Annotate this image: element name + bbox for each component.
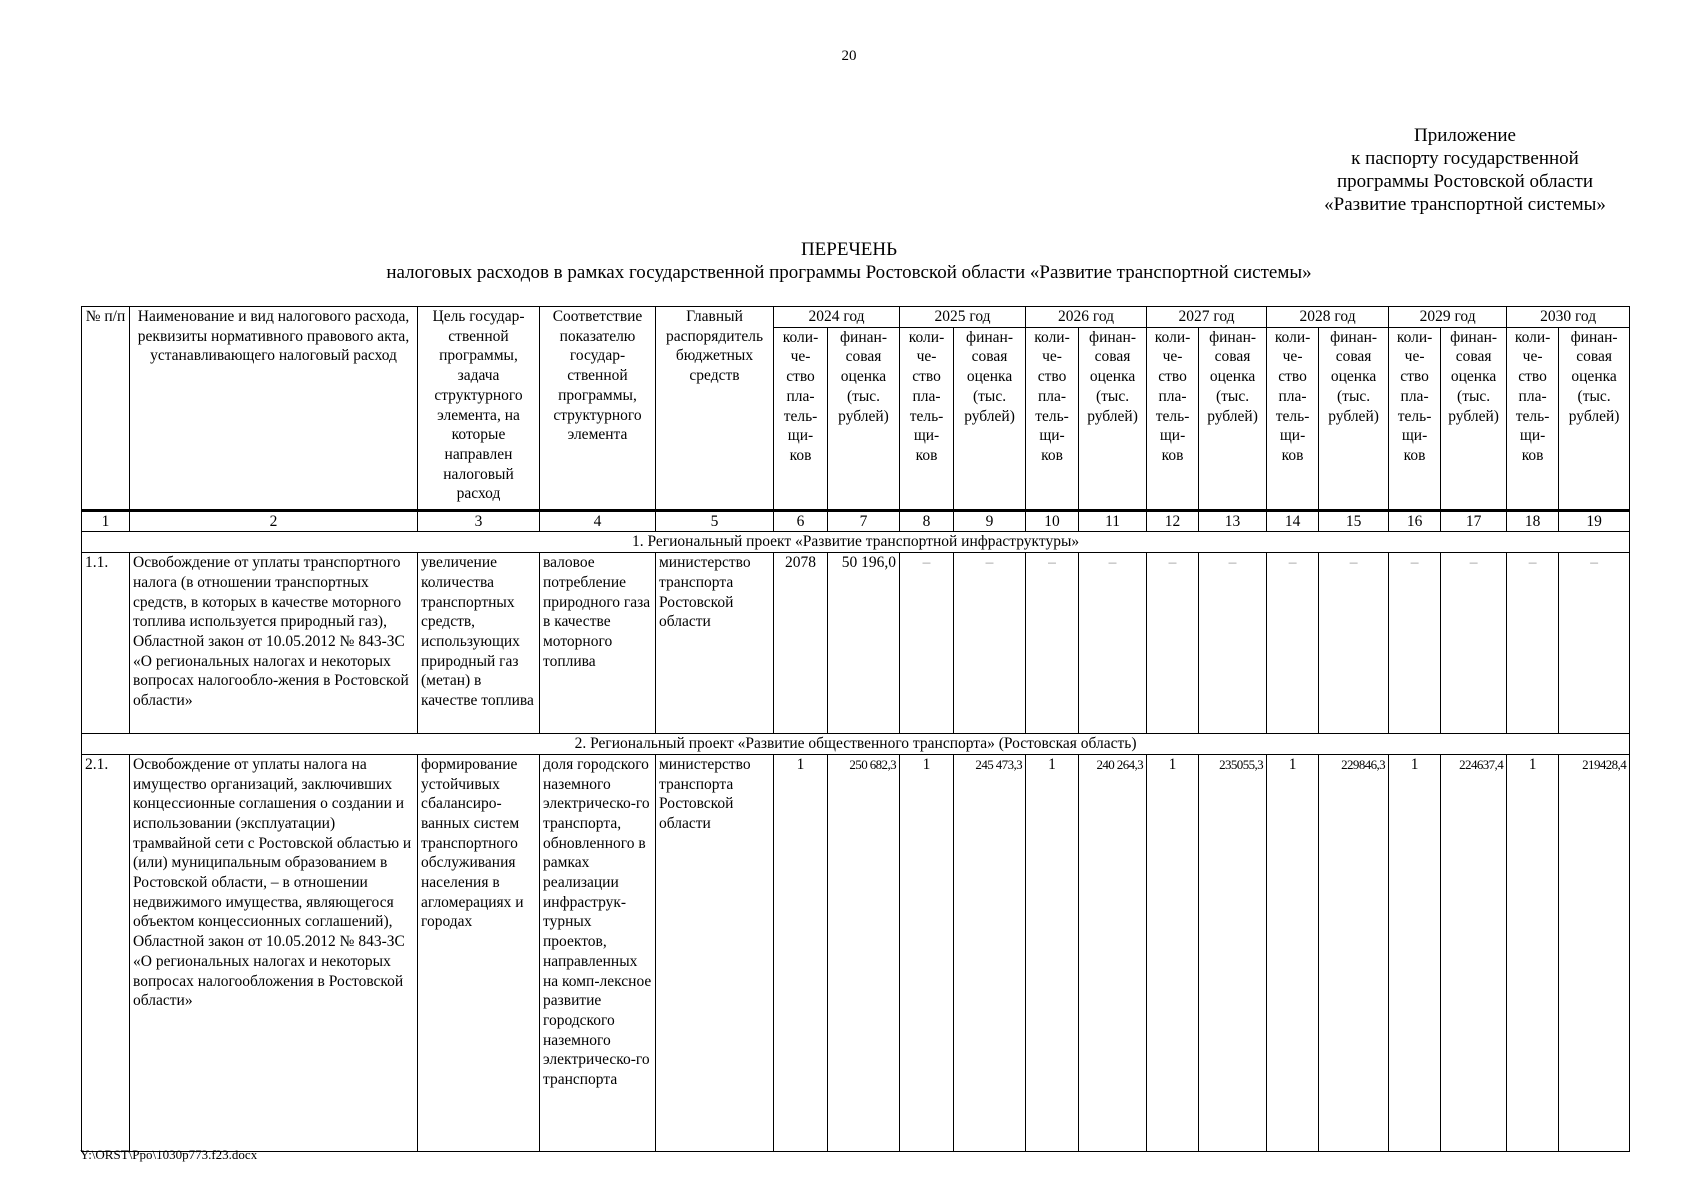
column-number: 13: [1199, 510, 1267, 532]
row-manager: министерство транспорта Ростовской области: [656, 553, 774, 734]
header-count: коли-че-ство пла-тель-щи-ков: [774, 327, 828, 510]
column-number: 4: [540, 510, 656, 532]
column-number: 17: [1441, 510, 1507, 532]
section-row: [82, 734, 1630, 755]
appendix-line: программы Ростовской области: [1337, 171, 1593, 192]
column-number: 14: [1267, 510, 1319, 532]
header-year: 2030 год: [1507, 307, 1630, 328]
column-number: 2: [130, 510, 418, 532]
row-name: Освобождение от уплаты транспортного налога (в отношении транспортных средств, в которых в качестве моторного топлива используется природный газ), Областной закон от 10.05.2012 № 843-ЗС «О региональных налогах и некоторых вопросах налогообло-жения в Ростовской области»: [130, 553, 418, 734]
row-name: Освобождение от уплаты налога на имущество организаций, заключивших концессионные соглашения о создании и использовании (эксплуатации) трамвайной сети с Ростовской областью и (или) муниципальным образованием в Ростовской области, – в отношении недвижимого имущества, являющегося объектом концессионных соглашений), Областной закон от 10.05.2012 № 843-ЗС «О региональных налогах и некоторых вопросах налогообложения в Ростовской области»: [130, 754, 418, 1151]
appendix-line: Приложение: [1414, 125, 1516, 146]
page-number: 20: [841, 48, 857, 64]
header-goal: Цель государ-ственной программы, задача структурного элемента, на которые направлен налоговый расход: [418, 307, 540, 511]
header-year: 2027 год: [1147, 307, 1267, 328]
row-manager: министерство транспорта Ростовской области: [656, 754, 774, 1151]
column-number: 10: [1026, 510, 1079, 532]
header-name: Наименование и вид налогового расхода, реквизиты нормативного правового акта, устанавливающего налоговый расход: [130, 307, 418, 511]
header-row-years: [82, 307, 1630, 328]
cell-finance: –: [1559, 553, 1630, 734]
header-finance: финан-совая оценка (тыс. рублей): [1441, 327, 1507, 510]
cell-count: –: [1147, 553, 1199, 734]
row-goal: формирование устойчивых сбалансиро-ванных систем транспортного обслуживания населения в агломерациях и городах: [418, 754, 540, 1151]
appendix-block: [1290, 124, 1640, 216]
cell-finance: –: [1441, 553, 1507, 734]
cell-finance: 50 196,0: [828, 553, 900, 734]
cell-finance: 250 682,3: [828, 754, 900, 1151]
cell-count: –: [1389, 553, 1441, 734]
header-count: коли-че-ство пла-тель-щи-ков: [1389, 327, 1441, 510]
table-row: [82, 754, 1630, 1151]
cell-finance: 245 473,3: [954, 754, 1026, 1151]
header-year: 2024 год: [774, 307, 900, 328]
header-count: коли-че-ство пла-тель-щи-ков: [1026, 327, 1079, 510]
header-year: 2029 год: [1389, 307, 1507, 328]
tax-expenditure-table: [81, 306, 1630, 1152]
cell-finance: –: [1319, 553, 1389, 734]
cell-count: 1: [900, 754, 954, 1151]
column-number: 3: [418, 510, 540, 532]
row-indicator: доля городского наземного электрическо-го транспорта, обновленного в рамках реализации инфраструк-турных проектов, направленных на комп-лексное развитие городского наземного электрическо-го транспорта: [540, 754, 656, 1151]
cell-count: –: [1267, 553, 1319, 734]
section-title: 1. Региональный проект «Развитие транспортной инфраструктуры»: [82, 532, 1630, 553]
column-number: 5: [656, 510, 774, 532]
title-line1: ПЕРЕЧЕНЬ: [800, 239, 898, 260]
cell-count: 1: [1389, 754, 1441, 1151]
column-number: 12: [1147, 510, 1199, 532]
header-count: коли-че-ство пла-тель-щи-ков: [900, 327, 954, 510]
header-manager: Главный распорядитель бюджетных средств: [656, 307, 774, 511]
header-finance: финан-совая оценка (тыс. рублей): [1319, 327, 1389, 510]
cell-finance: –: [1199, 553, 1267, 734]
header-finance: финан-совая оценка (тыс. рублей): [828, 327, 900, 510]
header-count: коли-че-ство пла-тель-щи-ков: [1267, 327, 1319, 510]
appendix-line: «Развитие транспортной системы»: [1324, 194, 1606, 215]
header-indicator: Соответствие показателю государ-ственной программы, структурного элемента: [540, 307, 656, 511]
column-number: 8: [900, 510, 954, 532]
header-count: коли-че-ство пла-тель-щи-ков: [1147, 327, 1199, 510]
column-number: 18: [1507, 510, 1559, 532]
cell-count: 2078: [774, 553, 828, 734]
cell-finance: 235055,3: [1199, 754, 1267, 1151]
column-number: 16: [1389, 510, 1441, 532]
section-row: [82, 532, 1630, 553]
header-year: 2025 год: [900, 307, 1026, 328]
row-goal: увеличение количества транспортных средств, использующих природный газ (метан) в качестве топлива: [418, 553, 540, 734]
row-num: 1.1.: [82, 553, 130, 734]
file-path-footer: Y:\ORST\Ppo\1030p773.f23.docx: [80, 1147, 258, 1162]
cell-count: –: [1507, 553, 1559, 734]
row-indicator: валовое потребление природного газа в качестве моторного топлива: [540, 553, 656, 734]
column-number: 7: [828, 510, 900, 532]
header-count: коли-че-ство пла-тель-щи-ков: [1507, 327, 1559, 510]
cell-finance: 229846,3: [1319, 754, 1389, 1151]
row-num: 2.1.: [82, 754, 130, 1151]
header-finance: финан-совая оценка (тыс. рублей): [954, 327, 1026, 510]
column-number: 6: [774, 510, 828, 532]
document-title: [0, 238, 1698, 284]
cell-finance: 224637,4: [1441, 754, 1507, 1151]
cell-count: –: [900, 553, 954, 734]
column-number: 9: [954, 510, 1026, 532]
cell-finance: –: [1079, 553, 1147, 734]
header-finance: финан-совая оценка (тыс. рублей): [1199, 327, 1267, 510]
column-number: 1: [82, 510, 130, 532]
cell-count: 1: [1507, 754, 1559, 1151]
title-line2: налоговых расходов в рамках государственной программы Ростовской области «Развитие транспортной системы»: [386, 262, 1312, 283]
cell-finance: 240 264,3: [1079, 754, 1147, 1151]
cell-count: 1: [774, 754, 828, 1151]
column-number-row: [82, 510, 1630, 532]
cell-count: 1: [1026, 754, 1079, 1151]
appendix-line: к паспорту государственной: [1351, 148, 1579, 169]
header-num: № п/п: [82, 307, 130, 511]
header-year: 2026 год: [1026, 307, 1147, 328]
cell-finance: –: [954, 553, 1026, 734]
column-number: 15: [1319, 510, 1389, 532]
cell-finance: 219428,4: [1559, 754, 1630, 1151]
cell-count: 1: [1267, 754, 1319, 1151]
cell-count: –: [1026, 553, 1079, 734]
header-year: 2028 год: [1267, 307, 1389, 328]
table-row: [82, 553, 1630, 734]
header-finance: финан-совая оценка (тыс. рублей): [1079, 327, 1147, 510]
section-title: 2. Региональный проект «Развитие общественного транспорта» (Ростовская область): [82, 734, 1630, 755]
cell-count: 1: [1147, 754, 1199, 1151]
column-number: 11: [1079, 510, 1147, 532]
header-finance: финан-совая оценка (тыс. рублей): [1559, 327, 1630, 510]
column-number: 19: [1559, 510, 1630, 532]
